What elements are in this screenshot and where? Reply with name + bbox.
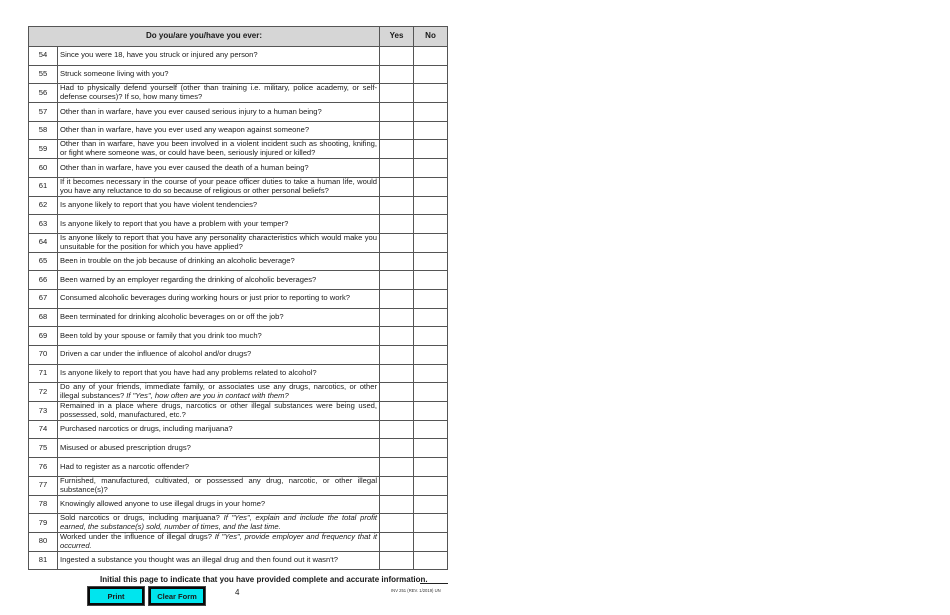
yes-column-header: Yes	[380, 27, 414, 47]
question-number: 71	[29, 364, 58, 383]
question-number: 74	[29, 420, 58, 439]
question-number: 63	[29, 215, 58, 234]
no-answer-cell[interactable]	[414, 458, 448, 477]
question-text: If it becomes necessary in the course of your peace officer duties to take a human life, would you have any reluctance to do so because of religious or other personal beliefs?	[60, 176, 378, 195]
question-text-cell	[58, 140, 380, 159]
question-text-cell	[58, 289, 380, 308]
question-text-cell	[58, 551, 380, 570]
question-number: 68	[29, 308, 58, 327]
question-text-cell	[58, 252, 380, 271]
table-row	[29, 84, 448, 103]
yes-answer-cell[interactable]	[380, 289, 414, 308]
table-row	[29, 196, 448, 215]
no-answer-cell[interactable]	[414, 140, 448, 159]
table-row	[29, 215, 448, 234]
no-answer-cell[interactable]	[414, 402, 448, 421]
yes-answer-cell[interactable]	[380, 495, 414, 514]
question-text-cell	[58, 84, 380, 103]
question-text: Been terminated for drinking alcoholic beverages on or off the job?	[60, 312, 284, 322]
question-text-cell	[58, 121, 380, 140]
print-button[interactable]: Print	[88, 587, 144, 605]
question-text-cell	[58, 47, 380, 66]
question-text-cell	[58, 383, 380, 402]
question-text: Other than in warfare, have you ever caused the death of a human being?	[60, 162, 309, 172]
table-row	[29, 551, 448, 570]
yes-answer-cell[interactable]	[380, 84, 414, 103]
yes-answer-cell[interactable]	[380, 271, 414, 290]
table-row	[29, 458, 448, 477]
question-text-cell	[58, 458, 380, 477]
question-number: 72	[29, 383, 58, 402]
yes-answer-cell[interactable]	[380, 65, 414, 84]
question-text-cell	[58, 215, 380, 234]
question-text-cell	[58, 159, 380, 178]
question-number: 55	[29, 65, 58, 84]
question-number: 70	[29, 346, 58, 365]
table-row	[29, 402, 448, 421]
question-number: 54	[29, 47, 58, 66]
question-column-header: Do you/are you/have you ever:	[29, 27, 380, 47]
table-row	[29, 177, 448, 196]
question-text: Is anyone likely to report that you have any personality characteristics which would make you unsuitable for the position for which you have applied?	[60, 232, 378, 251]
question-text: Been told by your spouse or family that you drink too much?	[60, 330, 262, 340]
question-text: Remained in a place where drugs, narcotics or other illegal substances were being used, possessed, sold, manufactured, etc.?	[60, 401, 378, 419]
table-row	[29, 308, 448, 327]
question-text-cell	[58, 514, 380, 533]
question-text: Driven a car under the influence of alcohol and/or drugs?	[60, 349, 252, 359]
question-number: 61	[29, 177, 58, 196]
yes-answer-cell[interactable]	[380, 476, 414, 495]
question-number: 57	[29, 103, 58, 122]
question-text: Been in trouble on the job because of drinking an alcoholic beverage?	[60, 256, 295, 265]
question-text: Worked under the influence of illegal drugs?	[60, 531, 215, 541]
question-text: Is anyone likely to report that you have had any problems related to alcohol?	[60, 368, 317, 378]
no-answer-cell[interactable]	[414, 495, 448, 514]
yes-answer-cell[interactable]	[380, 196, 414, 215]
question-number: 58	[29, 121, 58, 140]
yes-answer-cell[interactable]	[380, 308, 414, 327]
no-answer-cell[interactable]	[414, 439, 448, 458]
no-answer-cell[interactable]	[414, 215, 448, 234]
question-followup: If "Yes", how often are you in contact with them?	[126, 391, 289, 401]
question-text: Do any of your friends, immediate family, or associates use any drugs, narcotics, or other illegal substances?	[60, 382, 378, 401]
question-text: Other than in warfare, have you been involved in a violent incident such as shooting, knifing, or fight where someone was, or could have been, seriously injured or killed?	[60, 139, 378, 158]
table-row	[29, 289, 448, 308]
yes-answer-cell[interactable]	[380, 233, 414, 252]
yes-answer-cell[interactable]	[380, 121, 414, 140]
no-answer-cell[interactable]	[414, 532, 448, 551]
question-text: Other than in warfare, have you ever caused serious injury to a human being?	[60, 106, 322, 116]
question-text-cell	[58, 495, 380, 514]
question-text-cell	[58, 196, 380, 215]
no-answer-cell[interactable]	[414, 177, 448, 196]
yes-answer-cell[interactable]	[380, 439, 414, 458]
question-text-cell	[58, 177, 380, 196]
no-answer-cell[interactable]	[414, 103, 448, 122]
question-number: 69	[29, 327, 58, 346]
yes-answer-cell[interactable]	[380, 383, 414, 402]
question-text: Sold narcotics or drugs, including marijuana?	[60, 513, 224, 523]
question-text: Misused or abused prescription drugs?	[60, 442, 191, 452]
clear-form-button[interactable]: Clear Form	[149, 587, 205, 605]
question-text-cell	[58, 364, 380, 383]
table-row	[29, 514, 448, 533]
question-text-cell	[58, 476, 380, 495]
question-text-cell	[58, 420, 380, 439]
yes-answer-cell[interactable]	[380, 103, 414, 122]
question-text: Knowingly allowed anyone to use illegal drugs in your home?	[60, 498, 266, 508]
question-text-cell	[58, 439, 380, 458]
question-text: Had to register as a narcotic offender?	[60, 461, 190, 471]
page-number: 4	[235, 588, 240, 597]
table-row	[29, 420, 448, 439]
question-number: 77	[29, 476, 58, 495]
question-number: 79	[29, 514, 58, 533]
yes-answer-cell[interactable]	[380, 327, 414, 346]
yes-answer-cell[interactable]	[380, 177, 414, 196]
no-answer-cell[interactable]	[414, 289, 448, 308]
yes-answer-cell[interactable]	[380, 140, 414, 159]
table-row	[29, 495, 448, 514]
no-answer-cell[interactable]	[414, 476, 448, 495]
question-number: 66	[29, 271, 58, 290]
table-row	[29, 103, 448, 122]
question-text: Consumed alcoholic beverages during working hours or just prior to reporting to work?	[60, 293, 350, 303]
yes-answer-cell[interactable]	[380, 346, 414, 365]
questionnaire-table	[28, 26, 448, 570]
question-number: 81	[29, 551, 58, 570]
initial-line[interactable]	[420, 583, 448, 584]
question-number: 65	[29, 252, 58, 271]
no-answer-cell[interactable]	[414, 383, 448, 402]
no-column-header: No	[414, 27, 448, 47]
question-text-cell	[58, 103, 380, 122]
question-text: Furnished, manufactured, cultivated, or possessed any drug, narcotic, or other illegal substance(s)?	[60, 475, 378, 494]
table-row	[29, 383, 448, 402]
question-number: 76	[29, 458, 58, 477]
yes-answer-cell[interactable]	[380, 215, 414, 234]
table-row	[29, 346, 448, 365]
yes-answer-cell[interactable]	[380, 420, 414, 439]
no-answer-cell[interactable]	[414, 47, 448, 66]
question-number: 67	[29, 289, 58, 308]
no-answer-cell[interactable]	[414, 308, 448, 327]
table-row	[29, 439, 448, 458]
table-row	[29, 364, 448, 383]
question-followup: If "Yes", explain and include the total profit earned, the substance(s) sold, number of times, and the last time.	[60, 513, 378, 532]
table-row	[29, 233, 448, 252]
initial-instruction: Initial this page to indicate that you have provided complete and accurate information.	[100, 575, 428, 584]
question-text-cell	[58, 327, 380, 346]
question-number: 64	[29, 233, 58, 252]
table-row	[29, 271, 448, 290]
table-row	[29, 159, 448, 178]
question-number: 80	[29, 532, 58, 551]
question-number: 59	[29, 140, 58, 159]
yes-answer-cell[interactable]	[380, 458, 414, 477]
table-row	[29, 47, 448, 66]
no-answer-cell[interactable]	[414, 364, 448, 383]
table-row	[29, 532, 448, 551]
table-row	[29, 121, 448, 140]
no-answer-cell[interactable]	[414, 271, 448, 290]
question-text: Ingested a substance you thought was an illegal drug and then found out it wasn't?	[60, 555, 338, 564]
question-text: Other than in warfare, have you ever used any weapon against someone?	[60, 125, 310, 135]
no-answer-cell[interactable]	[414, 65, 448, 84]
question-text: Is anyone likely to report that you have a problem with your temper?	[60, 218, 289, 228]
question-number: 75	[29, 439, 58, 458]
question-text: Struck someone living with you?	[60, 69, 169, 79]
question-text: Is anyone likely to report that you have violent tendencies?	[60, 199, 258, 209]
question-number: 78	[29, 495, 58, 514]
table-row	[29, 476, 448, 495]
table-row	[29, 65, 448, 84]
no-answer-cell[interactable]	[414, 551, 448, 570]
yes-answer-cell[interactable]	[380, 252, 414, 271]
no-answer-cell[interactable]	[414, 233, 448, 252]
form-id: INV 251 (REV. 1/2019) UN	[391, 588, 441, 593]
yes-answer-cell[interactable]	[380, 551, 414, 570]
no-answer-cell[interactable]	[414, 327, 448, 346]
question-text-cell	[58, 233, 380, 252]
yes-answer-cell[interactable]	[380, 514, 414, 533]
no-answer-cell[interactable]	[414, 121, 448, 140]
no-answer-cell[interactable]	[414, 420, 448, 439]
question-number: 60	[29, 159, 58, 178]
yes-answer-cell[interactable]	[380, 47, 414, 66]
no-answer-cell[interactable]	[414, 196, 448, 215]
question-text: Had to physically defend yourself (other than training i.e. military, police academy, or self-defense courses)? If so, how many times?	[60, 83, 378, 102]
no-answer-cell[interactable]	[414, 514, 448, 533]
question-text: Purchased narcotics or drugs, including marijuana?	[60, 424, 233, 434]
question-text-cell	[58, 402, 380, 421]
no-answer-cell[interactable]	[414, 346, 448, 365]
no-answer-cell[interactable]	[414, 84, 448, 103]
no-answer-cell[interactable]	[414, 252, 448, 271]
question-number: 56	[29, 84, 58, 103]
question-followup: If "Yes", provide employer and frequency that it occurred.	[60, 531, 378, 550]
question-text-cell	[58, 346, 380, 365]
question-text: Since you were 18, have you struck or injured any person?	[60, 50, 258, 60]
yes-answer-cell[interactable]	[380, 532, 414, 551]
no-answer-cell[interactable]	[414, 159, 448, 178]
question-text-cell	[58, 271, 380, 290]
question-text-cell	[58, 65, 380, 84]
question-number: 73	[29, 402, 58, 421]
question-text-cell	[58, 532, 380, 551]
yes-answer-cell[interactable]	[380, 159, 414, 178]
table-row	[29, 140, 448, 159]
table-row	[29, 252, 448, 271]
yes-answer-cell[interactable]	[380, 402, 414, 421]
table-row	[29, 327, 448, 346]
yes-answer-cell[interactable]	[380, 364, 414, 383]
question-text: Been warned by an employer regarding the drinking of alcoholic beverages?	[60, 274, 317, 284]
table-header-row	[29, 27, 448, 47]
question-number: 62	[29, 196, 58, 215]
question-text-cell	[58, 308, 380, 327]
